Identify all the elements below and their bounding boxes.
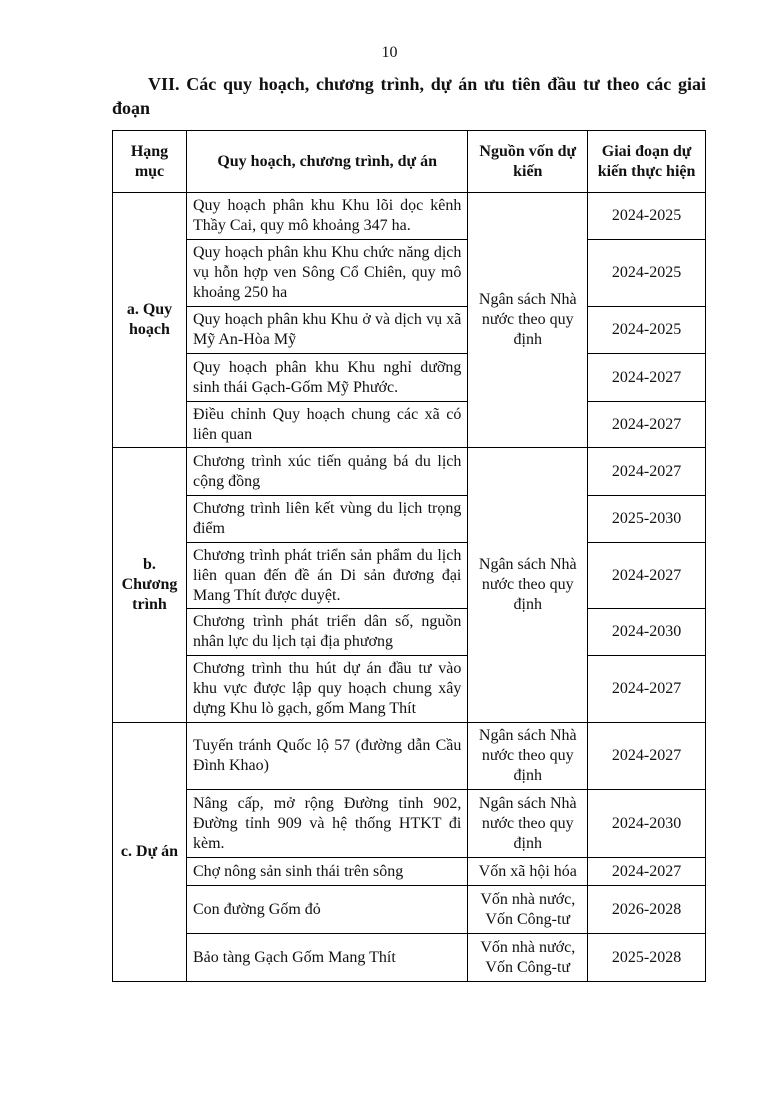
source-cell: Ngân sách Nhà nước theo quy định <box>468 723 588 790</box>
source-cell: Ngân sách Nhà nước theo quy định <box>468 193 588 448</box>
table-row <box>113 448 706 496</box>
section-title-line1: VII. Các quy hoạch, chương trình, dự án ưu tiên đầu tư theo các giai <box>148 74 706 94</box>
table-row <box>113 886 706 934</box>
item-cell: Bảo tàng Gạch Gốm Mang Thít <box>186 934 467 982</box>
item-cell: Chương trình thu hút dự án đầu tư vào khu vực được lập quy hoạch chung xây dựng Khu lò gạch, gốm Mang Thít <box>186 656 467 723</box>
category-cell: b. Chương trình <box>113 448 187 723</box>
item-cell: Nâng cấp, mở rộng Đường tỉnh 902, Đường tỉnh 909 và hệ thống HTKT đi kèm. <box>186 790 467 858</box>
period-cell: 2026-2028 <box>588 886 706 934</box>
period-cell: 2024-2027 <box>588 448 706 496</box>
header-source: Nguồn vốn dự kiến <box>468 131 588 193</box>
item-cell: Điều chỉnh Quy hoạch chung các xã có liên quan <box>186 402 467 448</box>
period-cell: 2024-2027 <box>588 543 706 609</box>
item-cell: Chương trình xúc tiến quảng bá du lịch cộng đồng <box>186 448 467 496</box>
item-cell: Tuyến tránh Quốc lộ 57 (đường dẫn Cầu Đình Khao) <box>186 723 467 790</box>
item-cell: Quy hoạch phân khu Khu nghỉ dưỡng sinh thái Gạch-Gốm Mỹ Phước. <box>186 354 467 402</box>
item-cell: Chương trình liên kết vùng du lịch trọng điểm <box>186 496 467 543</box>
table-row <box>113 858 706 886</box>
header-item: Quy hoạch, chương trình, dự án <box>186 131 467 193</box>
source-cell: Vốn nhà nước, Vốn Công-tư <box>468 934 588 982</box>
category-cell: c. Dự án <box>113 723 187 982</box>
table-row <box>113 307 706 354</box>
item-cell: Quy hoạch phân khu Khu lõi dọc kênh Thầy Cai, quy mô khoảng 347 ha. <box>186 193 467 240</box>
period-cell: 2025-2028 <box>588 934 706 982</box>
period-cell: 2024-2027 <box>588 402 706 448</box>
table-row <box>113 656 706 723</box>
source-cell: Vốn xã hội hóa <box>468 858 588 886</box>
table-row <box>113 790 706 858</box>
item-cell: Chương trình phát triển sản phẩm du lịch liên quan đến đề án Di sản đương đại Mang Thít được duyệt. <box>186 543 467 609</box>
source-cell: Ngân sách Nhà nước theo quy định <box>468 448 588 723</box>
section-title <box>112 72 706 120</box>
item-cell: Chợ nông sản sinh thái trên sông <box>186 858 467 886</box>
priority-projects-table <box>112 130 706 982</box>
table-row <box>113 402 706 448</box>
table-row <box>113 543 706 609</box>
period-cell: 2024-2027 <box>588 656 706 723</box>
table-row <box>113 240 706 307</box>
source-cell: Vốn nhà nước, Vốn Công-tư <box>468 886 588 934</box>
table-row <box>113 934 706 982</box>
item-cell: Quy hoạch phân khu Khu ở và dịch vụ xã Mỹ An-Hòa Mỹ <box>186 307 467 354</box>
period-cell: 2024-2030 <box>588 609 706 656</box>
section-title-line2: đoạn <box>112 98 151 118</box>
item-cell: Con đường Gốm đỏ <box>186 886 467 934</box>
category-cell: a. Quy hoạch <box>113 193 187 448</box>
period-cell: 2024-2027 <box>588 354 706 402</box>
table-row <box>113 496 706 543</box>
period-cell: 2024-2025 <box>588 240 706 307</box>
period-cell: 2024-2025 <box>588 193 706 240</box>
table-row <box>113 354 706 402</box>
period-cell: 2024-2025 <box>588 307 706 354</box>
table-row <box>113 609 706 656</box>
period-cell: 2024-2027 <box>588 723 706 790</box>
period-cell: 2025-2030 <box>588 496 706 543</box>
period-cell: 2024-2030 <box>588 790 706 858</box>
period-cell: 2024-2027 <box>588 858 706 886</box>
header-period: Giai đoạn dự kiến thực hiện <box>588 131 706 193</box>
item-cell: Quy hoạch phân khu Khu chức năng dịch vụ hỗn hợp ven Sông Cổ Chiên, quy mô khoảng 250 ha <box>186 240 467 307</box>
page-number: 10 <box>381 44 398 61</box>
source-cell: Ngân sách Nhà nước theo quy định <box>468 790 588 858</box>
table-row <box>113 723 706 790</box>
item-cell: Chương trình phát triển dân số, nguồn nhân lực du lịch tại địa phương <box>186 609 467 656</box>
table-row <box>113 193 706 240</box>
header-category: Hạng mục <box>113 131 187 193</box>
